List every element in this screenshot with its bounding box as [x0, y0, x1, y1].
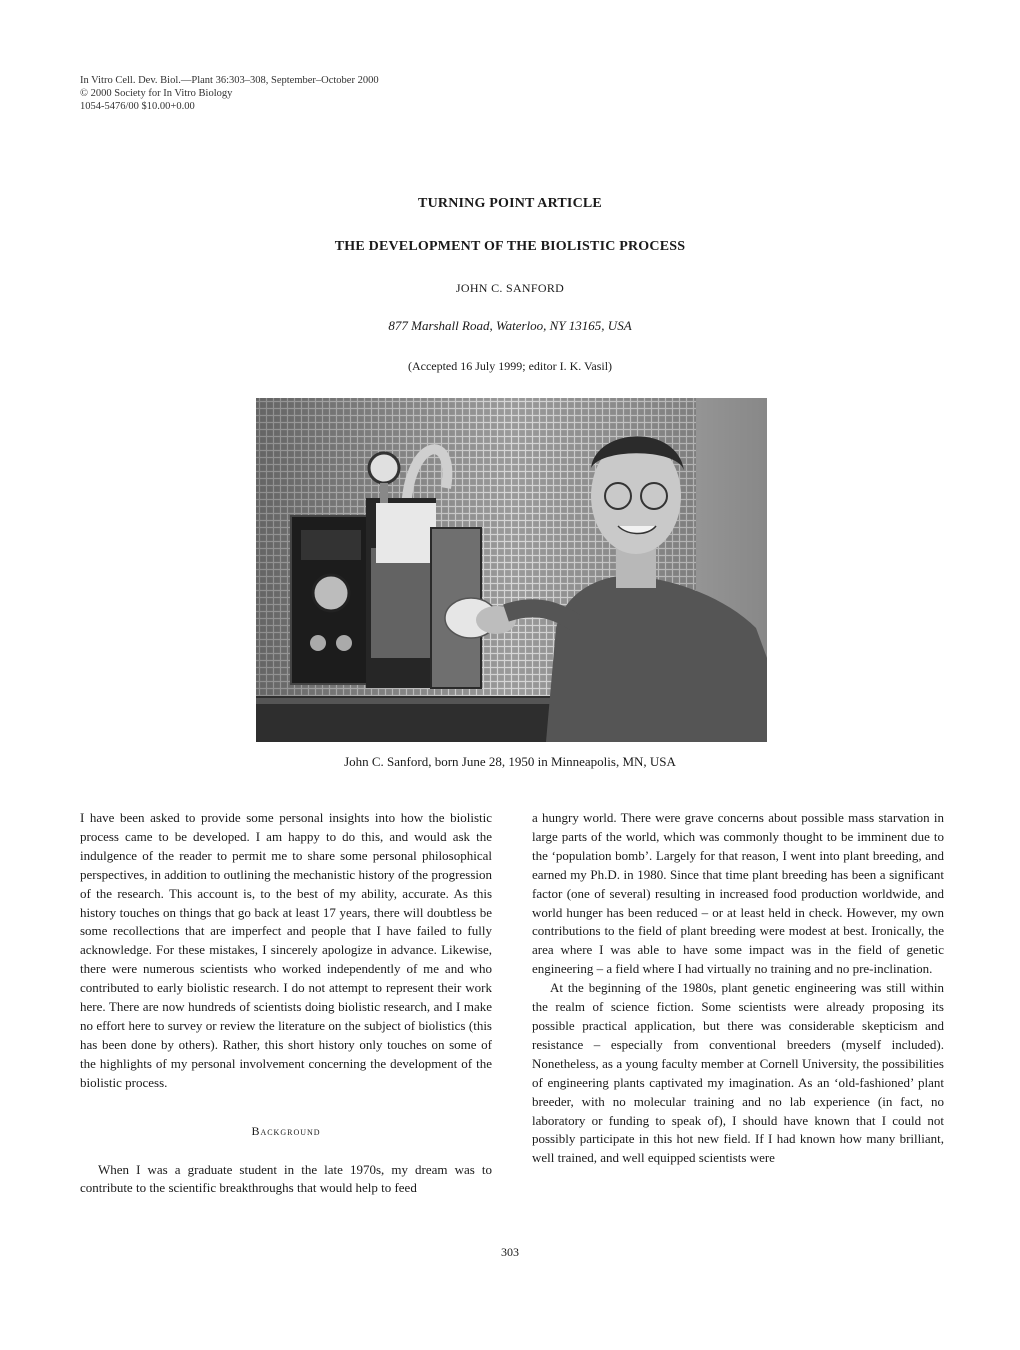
eighties-paragraph: At the beginning of the 1980s, plant genetic engineering was still within the realm of science fiction. Some scientists were already proposing its possible practical application, but there was considerable skepticism and resistance – especially from conventional breeders (myself included). Nonetheless, as a young faculty member at Cornell University, the possibilities of engineering plants captivated my imagination. As an ‘old-fashioned’ plant breeder, with no molecular training and no lab experience (in fact, no laboratory or funding to speak of), I should have known that I could not possibly participate in this hot new field. If I had known how many brilliant, well trained, and well equipped scientists were	[532, 980, 944, 1166]
author-address: 877 Marshall Road, Waterloo, NY 13165, USA	[388, 318, 632, 333]
copyright-line: © 2000 Society for In Vitro Biology	[80, 88, 233, 99]
article-type: TURNING POINT ARTICLE	[418, 196, 602, 211]
left-column	[80, 809, 492, 1198]
right-column	[532, 809, 944, 1168]
issn-price-line: 1054-5476/00 $10.00+0.00	[80, 101, 195, 112]
intro-paragraph: I have been asked to provide some personal insights into how the biolistic process came to be developed. I am happy to do this, and would ask the indulgence of the reader to permit me to share some personal philosophical perspectives, in addition to outlining the mechanistic history of the progression of the research. This account is, to the best of my ability, accurate. As this history touches on things that go back at least 17 years, there will doubtless be some recollections that are imperfect and people that I have failed to fully acknowledge. For these mistakes, I sincerely apologize in advance. Likewise, there were numerous scientists who worked independently of me and who contributed to early biolistic research. I do not attempt to represent their work here. There are now hundreds of scientists doing biolistic research, and I make no effort here to survey or review the literature on the subject of biolistics (this has been done by others). Rather, this short history only touches on some of the highlights of my personal involvement concerning the development of the biolistic process.	[80, 810, 492, 1090]
continued-paragraph: a hungry world. There were grave concerns about possible mass starvation in large parts of the world, which was commonly thought to be imminent due to the ‘population bomb’. Largely for that reason, I went into plant breeding, and earned my Ph.D. in 1980. Since that time plant breeding has been a significant factor (one of several) resulting in increased food production worldwide, and world hunger has been reduced – or at least held in check. However, my own contributions to the field of plant breeding were modest at best. Ironically, the area where I was able to have some impact was in the field of genetic engineering – a field where I had virtually no training and no pre-inclination.	[532, 810, 944, 977]
accepted-date: (Accepted 16 July 1999; editor I. K. Vasil)	[407, 359, 613, 373]
section-heading: Background	[251, 1123, 321, 1138]
page-number: 303	[501, 1245, 519, 1259]
author-name: JOHN C. SANFORD	[455, 281, 565, 295]
author-photo	[256, 398, 767, 742]
figure-caption: John C. Sanford, born June 28, 1950 in Minneapolis, MN, USA	[344, 754, 676, 769]
article-title: THE DEVELOPMENT OF THE BIOLISTIC PROCESS	[334, 239, 686, 254]
journal-header	[80, 74, 379, 113]
background-paragraph: When I was a graduate student in the late 1970s, my dream was to contribute to the scientific breakthroughs that would help to feed	[80, 1161, 492, 1196]
journal-citation: In Vitro Cell. Dev. Biol.—Plant 36:303–308, September–October 2000	[80, 75, 379, 86]
